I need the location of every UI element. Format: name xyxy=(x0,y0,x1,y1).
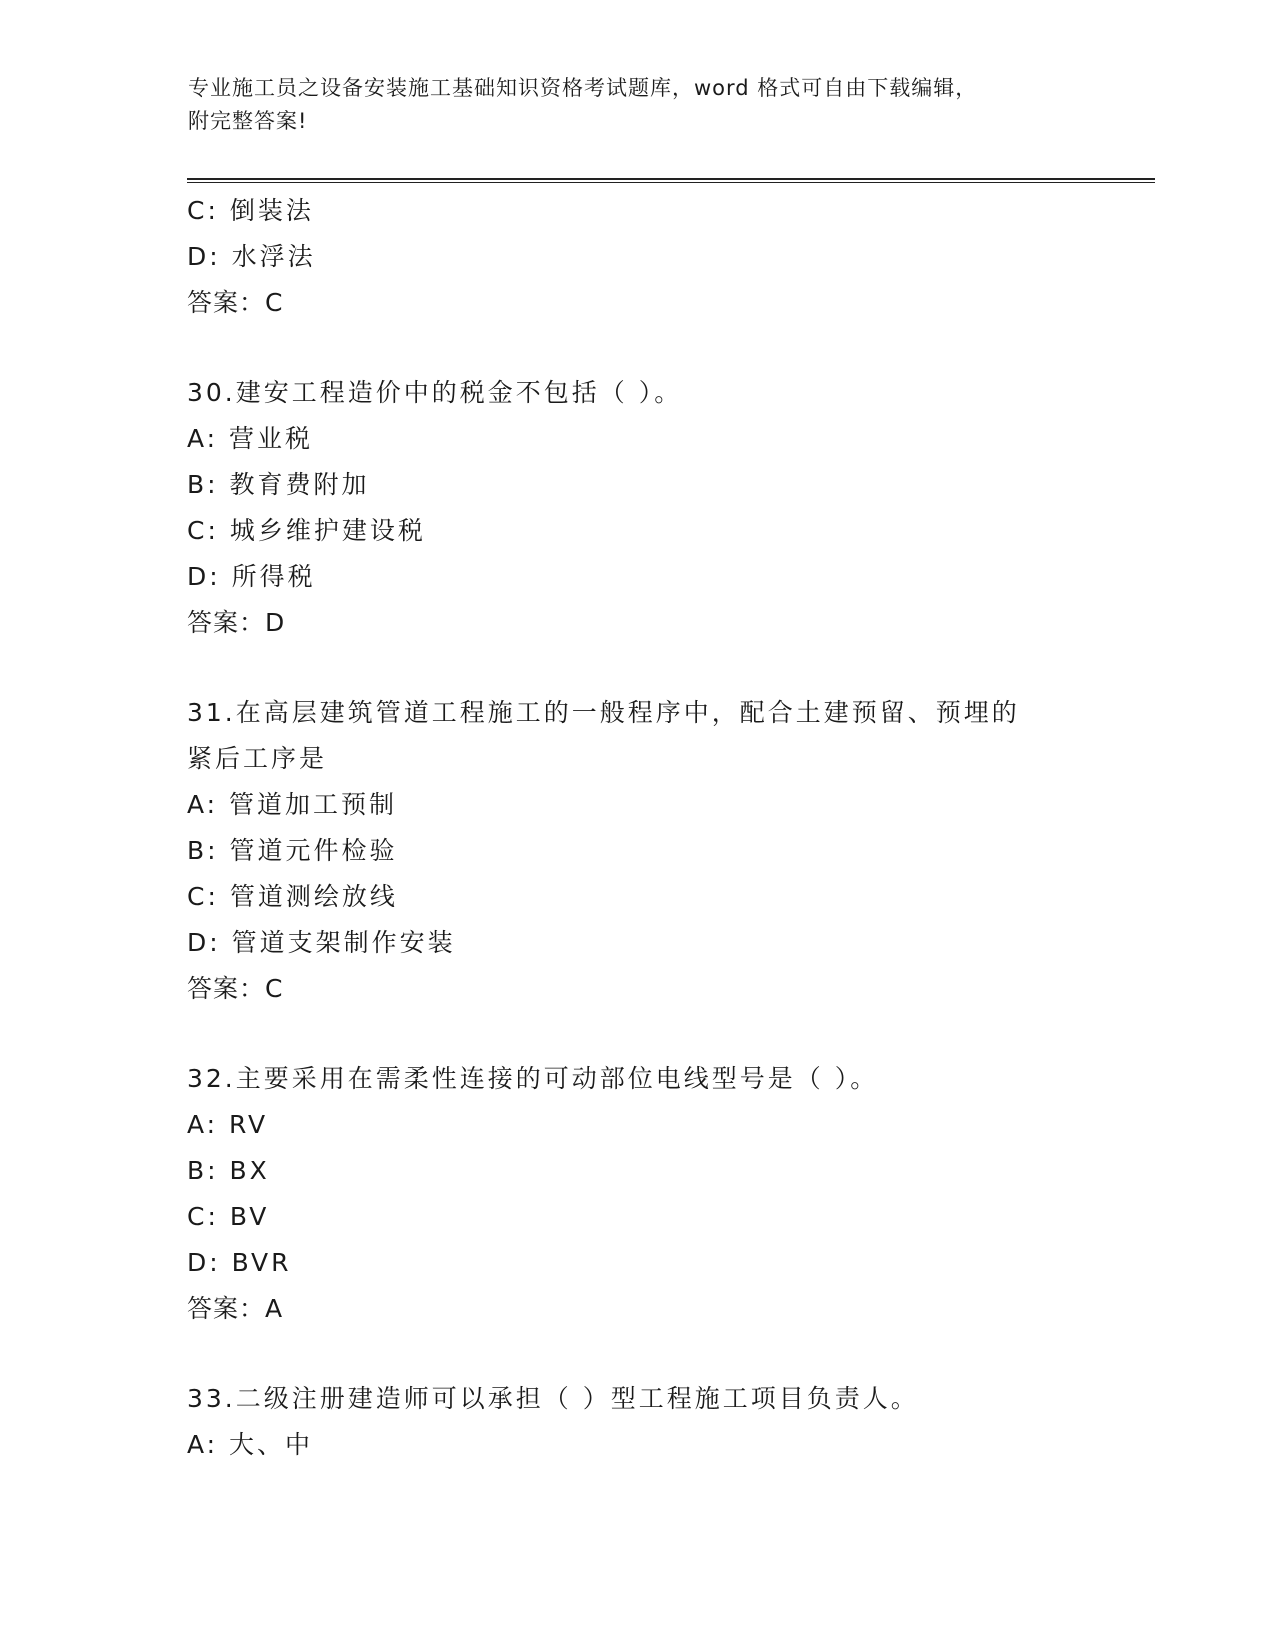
option-c: C: BV xyxy=(187,1202,270,1231)
option-a: A: RV xyxy=(187,1110,269,1139)
option-b: B: BX xyxy=(187,1156,270,1185)
document-header xyxy=(188,72,1068,138)
option-c: C: 管道测绘放线 xyxy=(187,882,398,911)
option-c: C: 倒装法 xyxy=(187,196,314,225)
question-stem: 31.在高层建筑管道工程施工的一般程序中，配合土建预留、预埋的紧后工序是 xyxy=(187,698,1020,773)
header-divider xyxy=(187,178,1155,183)
question-stem: 33.二级注册建造师可以承担（ ）型工程施工项目负责人。 xyxy=(187,1384,919,1413)
option-c: C: 城乡维护建设税 xyxy=(187,516,426,545)
answer-line: 答案：C xyxy=(187,288,284,317)
option-d: D: 水浮法 xyxy=(187,242,316,271)
option-a: A: 营业税 xyxy=(187,424,314,453)
question-30 xyxy=(187,370,1087,646)
question-33 xyxy=(187,1376,1087,1468)
answer-line: 答案：C xyxy=(187,974,284,1003)
question-32 xyxy=(187,1056,1087,1332)
option-d: D: 所得税 xyxy=(187,562,316,591)
option-a: A: 大、中 xyxy=(187,1430,314,1459)
question-stem: 30.建安工程造价中的税金不包括（ ）。 xyxy=(187,378,683,407)
option-b: B: 管道元件检验 xyxy=(187,836,398,865)
header-line-1: 专业施工员之设备安装施工基础知识资格考试题库，word 格式可自由下载编辑， xyxy=(188,76,978,100)
question-stem: 32.主要采用在需柔性连接的可动部位电线型号是（ ）。 xyxy=(187,1064,879,1093)
carryover-question xyxy=(187,188,1087,326)
answer-line: 答案：A xyxy=(187,1294,284,1323)
option-d: D: BVR xyxy=(187,1248,292,1277)
question-list xyxy=(187,188,1087,1468)
answer-line: 答案：D xyxy=(187,608,286,637)
option-b: B: 教育费附加 xyxy=(187,470,370,499)
header-line-2: 附完整答案! xyxy=(188,109,308,133)
question-31 xyxy=(187,690,1087,1012)
option-a: A: 管道加工预制 xyxy=(187,790,398,819)
option-d: D: 管道支架制作安装 xyxy=(187,928,456,957)
